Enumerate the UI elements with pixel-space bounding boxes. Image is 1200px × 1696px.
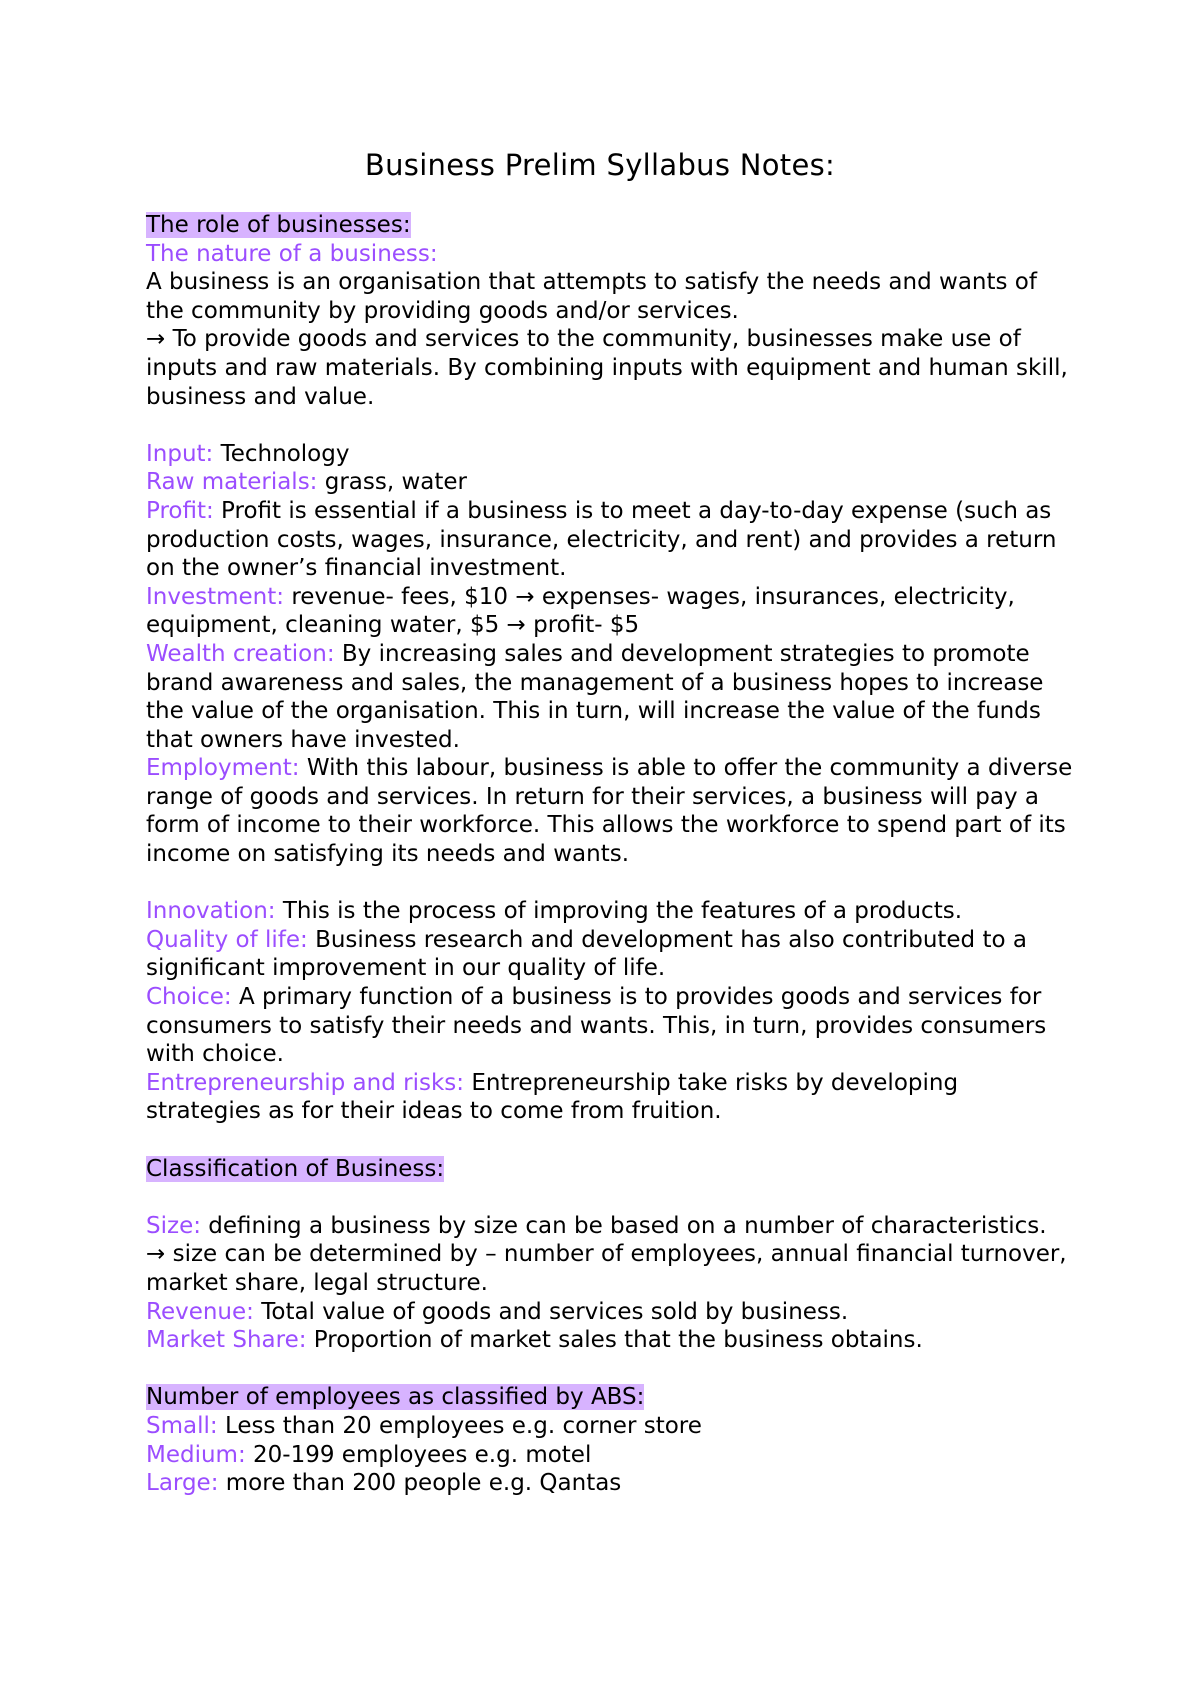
term-label: Innovation: [146, 898, 276, 925]
term-entrepreneurship [146, 1069, 1076, 1126]
term-label: Input: [146, 440, 214, 467]
term-text: grass, water [317, 469, 468, 496]
term-label: Small: [146, 1412, 218, 1439]
paragraph-definition: A business is an organisation that attempts to satisfy the needs and wants of the community by providing goods and/or services. [146, 269, 1037, 324]
term-market-share [146, 1326, 1076, 1355]
term-text: Technology [213, 440, 350, 467]
highlighted-heading: Number of employees as classified by ABS: [146, 1384, 645, 1411]
term-innovation [146, 897, 1076, 926]
term-quality-of-life [146, 926, 1076, 983]
spacer [146, 1183, 1076, 1212]
section-heading-role [146, 211, 1076, 240]
term-label: Raw materials: [146, 469, 318, 496]
term-label: Investment: [146, 583, 285, 610]
term-text: Less than 20 employees e.g. corner store [217, 1412, 702, 1439]
spacer [146, 869, 1076, 898]
term-label: Revenue: [146, 1298, 254, 1325]
spacer [146, 1355, 1076, 1384]
term-small [146, 1412, 1076, 1441]
term-label: Large: [146, 1470, 219, 1497]
term-text: With this labour, business is able to offer the community a diverse range of goods and services. In return for their services, a business will pay a form of income to their workforce. This allows the workforce to spend part of its income on satisfying its needs and wants. [146, 755, 1073, 868]
term-label: Choice: [146, 984, 232, 1011]
document-body [146, 211, 1076, 1498]
term-raw-materials [146, 468, 1076, 497]
term-text: more than 200 people e.g. Qantas [218, 1470, 622, 1497]
document-title: Business Prelim Syllabus Notes: [364, 148, 836, 182]
term-text: Entrepreneurship take risks by developing strategies as for their ideas to come from fruition. [146, 1069, 959, 1125]
term-investment [146, 583, 1076, 640]
term-text: Business research and development has also contributed to a significant improvement in our quality of life. [146, 926, 1027, 982]
term-label: Entrepreneurship and risks: [146, 1069, 465, 1096]
term-label: Market Share: [146, 1327, 307, 1354]
term-label: Wealth creation: [146, 640, 335, 667]
term-label: Quality of life: [146, 926, 308, 953]
term-label: Size: [146, 1212, 201, 1239]
spacer [146, 1126, 1076, 1155]
spacer [146, 411, 1076, 440]
term-label: Profit: [146, 497, 214, 524]
term-text: 20-199 employees e.g. motel [245, 1441, 592, 1468]
term-text: revenue- fees, $10 → expenses- wages, insurances, electricity, equipment, cleaning water, $5 → profit- $5 [146, 583, 1015, 639]
highlighted-heading: The role of businesses: [146, 212, 411, 238]
term-revenue [146, 1298, 1076, 1327]
section-heading-classification [146, 1155, 1076, 1184]
term-medium [146, 1441, 1076, 1470]
term-text: By increasing sales and development strategies to promote brand awareness and sales, the management of a business hopes to increase the value of the organisation. This in turn, will increase the value of the funds that owners have invested. [146, 640, 1044, 753]
term-text: A primary function of a business is to provides goods and services for consumers to satisfy their needs and wants. This, in turn, provides consumers with choice. [146, 984, 1047, 1068]
term-wealth-creation [146, 640, 1076, 754]
term-choice [146, 983, 1076, 1069]
term-label: Medium: [146, 1441, 246, 1468]
term-text: Total value of goods and services sold by business. [253, 1298, 849, 1325]
term-employment [146, 754, 1076, 868]
section-heading-employees [146, 1383, 1076, 1412]
term-size [146, 1212, 1076, 1241]
highlighted-heading: Classification of Business: [146, 1155, 445, 1182]
term-text: This is the process of improving the features of a products. [275, 898, 963, 925]
term-input [146, 440, 1076, 469]
subheading-nature: The nature of a business: [146, 240, 438, 267]
term-text: Profit is essential if a business is to meet a day-to-day expense (such as production costs, wages, insurance, electricity, and rent) and provides a return on the owner’s financial investment. [146, 497, 1057, 582]
term-large [146, 1469, 1076, 1498]
term-text: Proportion of market sales that the business obtains. [306, 1327, 923, 1354]
term-profit [146, 497, 1076, 583]
paragraph-size-note: → size can be determined by – number of employees, annual financial turnover, market share, legal structure. [146, 1241, 1067, 1296]
term-text: defining a business by size can be based on a number of characteristics. [200, 1212, 1047, 1239]
paragraph-inputs: → To provide goods and services to the community, businesses make use of inputs and raw materials. By combining inputs with equipment and human skill, business and value. [146, 326, 1068, 410]
term-label: Employment: [146, 755, 300, 782]
